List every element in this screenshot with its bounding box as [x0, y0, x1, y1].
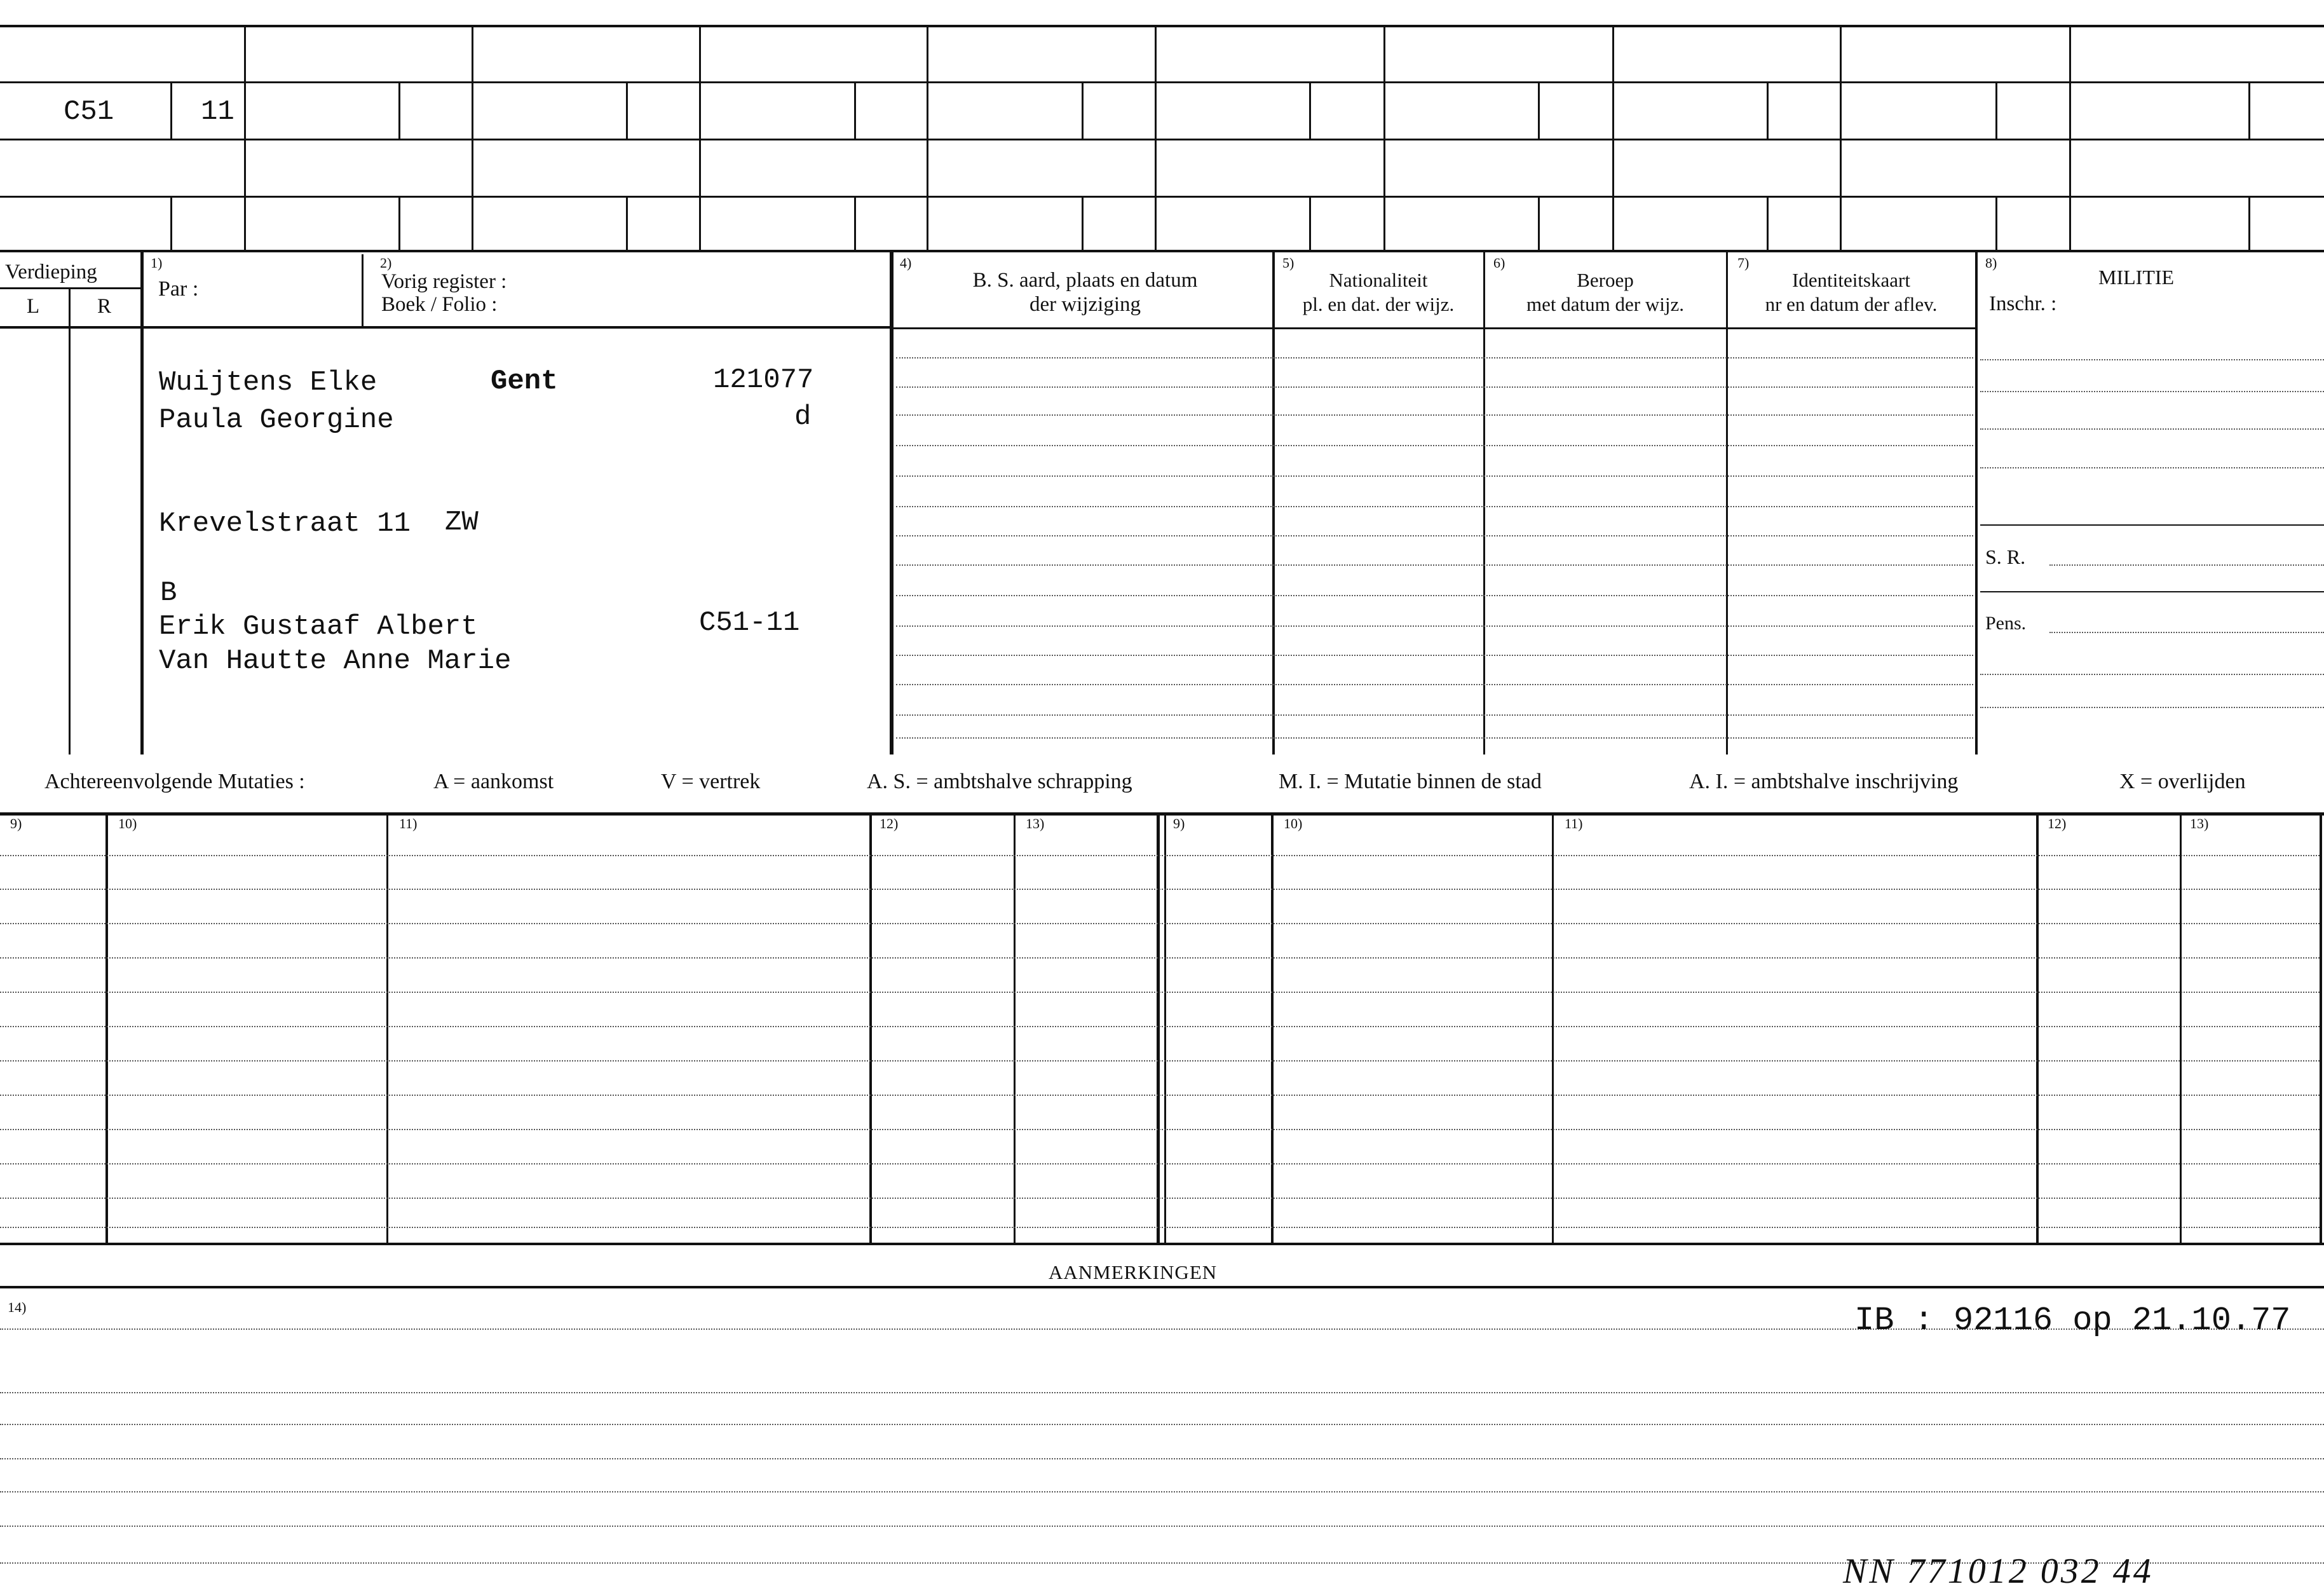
legend-mutatie-binnen-stad: M. I. = Mutatie binnen de stad	[1279, 770, 1542, 793]
id-header-line1: Identiteitskaart	[1792, 269, 1910, 291]
marker: B	[160, 577, 177, 609]
legend-vertrek: V = vertrek	[661, 770, 761, 793]
col-10-left: 10)	[118, 816, 137, 831]
ib-note: IB : 92116 op 21.10.77	[1854, 1302, 2291, 1339]
bs-header-line1: B. S. aard, plaats en datum	[972, 269, 1198, 292]
mutaties-legend	[0, 768, 2324, 798]
id-header	[1728, 268, 1974, 317]
nat-header-line2: pl. en dat. der wijz.	[1302, 293, 1455, 315]
beroep-number: 6)	[1493, 255, 1505, 271]
bs-number: 4)	[900, 255, 912, 271]
aanmerkingen-title: AANMERKINGEN	[1049, 1261, 1218, 1283]
col-11-right: 11)	[1565, 816, 1583, 831]
col-13-right: 13)	[2190, 816, 2209, 831]
house-number: 11	[201, 96, 234, 128]
vorig-register-label: Vorig register :	[381, 270, 507, 293]
vorig-number: 2)	[380, 255, 392, 271]
block-code: C51	[64, 96, 114, 128]
par-number: 1)	[151, 255, 163, 271]
id-header-line2: nr en datum der aflev.	[1765, 293, 1938, 315]
national-number: NN 771012 032 44	[1843, 1552, 2154, 1591]
bs-header-line2: der wijziging	[1029, 293, 1141, 316]
verdieping-r: R	[97, 295, 112, 318]
beroep-header	[1485, 268, 1725, 317]
col-12-right: 12)	[2048, 816, 2067, 831]
inschr-label: Inschr. :	[1989, 292, 2057, 315]
sr-label: S. R.	[1985, 545, 2026, 568]
col-11-left: 11)	[399, 816, 418, 831]
col-10-right: 10)	[1284, 816, 1303, 831]
address: Krevelstraat 11	[159, 508, 411, 540]
militie-title: MILITIE	[2098, 266, 2175, 289]
sex: d	[794, 401, 812, 433]
boek-folio-label: Boek / Folio :	[381, 293, 498, 316]
aanmerkingen-number: 14)	[8, 1299, 27, 1315]
birthplace: Gent	[491, 365, 558, 397]
par-label: Par :	[158, 277, 199, 301]
bs-header	[902, 268, 1268, 317]
col-13-left: 13)	[1026, 816, 1045, 831]
col-12-left: 12)	[880, 816, 899, 831]
legend-aankomst: A = aankomst	[433, 770, 554, 793]
nat-header	[1274, 268, 1483, 317]
col-9-left: 9)	[10, 816, 22, 831]
verdieping-label: Verdieping	[5, 261, 97, 283]
father-name: Erik Gustaaf Albert	[159, 611, 478, 643]
col-9-right: 9)	[1173, 816, 1185, 831]
district: ZW	[445, 507, 479, 538]
legend-overlijden: X = overlijden	[2119, 770, 2246, 793]
legend-ambtshalve-schrapping: A. S. = ambtshalve schrapping	[867, 770, 1132, 793]
nat-number: 5)	[1282, 255, 1295, 271]
reference: C51-11	[699, 607, 800, 639]
verdieping-l: L	[27, 295, 40, 318]
pens-label: Pens.	[1985, 613, 2027, 634]
birthdate: 121077	[713, 364, 814, 396]
mutaties-title: Achtereenvolgende Mutaties :	[44, 770, 305, 793]
militie-number: 8)	[1985, 255, 1997, 271]
mother-name: Van Hautte Anne Marie	[159, 645, 512, 677]
given-names: Paula Georgine	[159, 404, 394, 436]
person-name: Wuijtens Elke	[159, 367, 377, 399]
legend-ambtshalve-inschrijving: A. I. = ambtshalve inschrijving	[1689, 770, 1959, 793]
beroep-header-line2: met datum der wijz.	[1526, 293, 1684, 315]
nat-header-line1: Nationaliteit	[1329, 269, 1428, 291]
id-number: 7)	[1737, 255, 1750, 271]
beroep-header-line1: Beroep	[1577, 269, 1634, 291]
